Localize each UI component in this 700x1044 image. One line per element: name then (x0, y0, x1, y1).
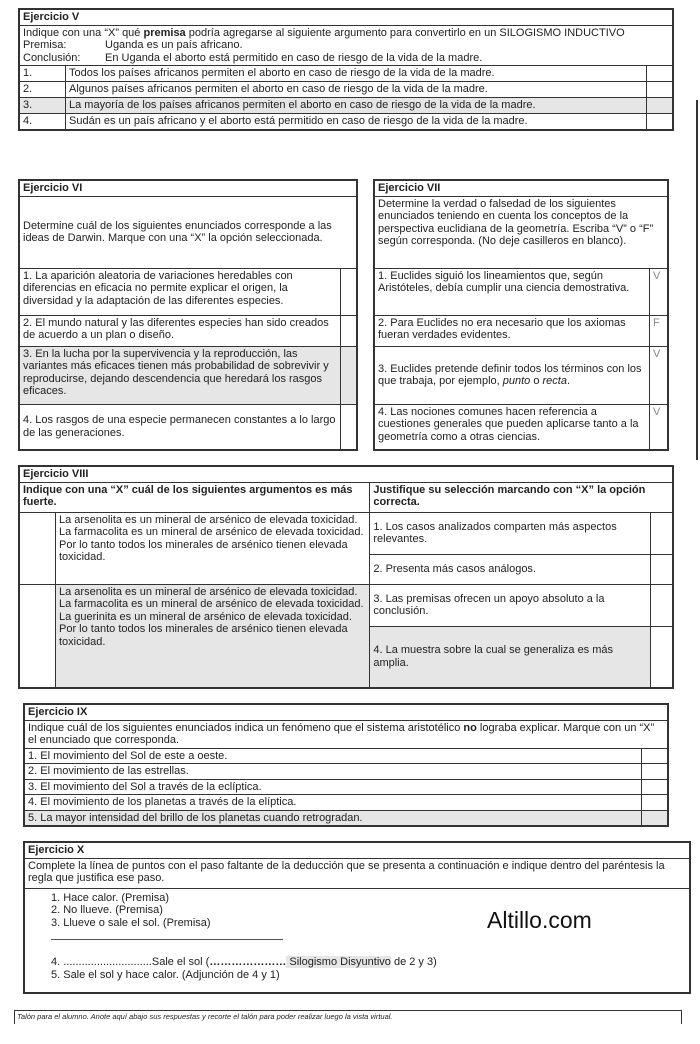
argument-line: La guerinita es un mineral de arsénico de elevada toxicidad. (59, 610, 352, 623)
answer-box[interactable]: V (650, 404, 668, 450)
answer-box[interactable] (642, 810, 668, 826)
statement-text: 1. Euclides siguió los lineamientos que, según Aristóteles, debía cumplir una ciencia demostrativa. (375, 268, 650, 315)
option-row[interactable] (25, 795, 668, 811)
option-row-highlighted[interactable] (25, 810, 668, 826)
answer-box[interactable] (341, 346, 357, 404)
exercise-7 (373, 179, 669, 451)
answer-box[interactable]: F (650, 315, 668, 346)
exercise-9-instruction (25, 720, 668, 748)
step-rule-highlighted: Silogismo Disyuntivo (286, 956, 391, 968)
exercise-8 (18, 465, 674, 689)
altillo-watermark: Altillo.com (487, 907, 592, 933)
option-text: 5. La mayor intensidad del brillo de los planetas cuando retrogradan. (25, 810, 642, 826)
argument-line: La farmacolita es un mineral de arsénico de elevada toxicidad. (59, 598, 364, 610)
option-text: La mayoría de los países africanos permiten el aborto en caso de riesgo de la vida de la madre. (66, 98, 647, 114)
deduction-steps (25, 888, 690, 993)
argument-1 (56, 512, 370, 584)
justification-header: Justifique su selección marcando con “X” la opción correcta. (370, 482, 673, 512)
option-text: Todos los países africanos permiten el aborto en caso de riesgo de la vida de la madre. (66, 66, 647, 82)
answer-box[interactable] (647, 98, 673, 114)
option-number: 3. (20, 98, 66, 114)
statement-term: recta (542, 375, 567, 387)
answer-box[interactable]: V (650, 268, 668, 315)
exercise-10-instruction: Complete la línea de puntos con el paso faltante de la deducción que se presenta a continuación e indique dentro del paréntesis la regla que justifica ese paso. (25, 858, 690, 888)
conclusion-label: Conclusión: (23, 51, 81, 64)
argument-line: La arsenolita es un mineral de arsénico de elevada toxicidad. (59, 585, 358, 598)
answer-box[interactable]: V (650, 346, 668, 404)
student-stub-note: Talón para el alumno. Anote aquí abajo sus respuestas y recorte el talón para poder realizar luego la vista virtual. (14, 1010, 682, 1024)
exercise-6-title: Ejercicio VI (20, 181, 357, 197)
answer-box[interactable] (647, 66, 673, 82)
answer-box[interactable] (642, 764, 668, 780)
option-text: 1. La aparición aleatoria de variaciones heredables con diferencias en eficacia no permite explicar el origen, la diversidad y la adaptación de las diferentes especies. (20, 268, 341, 315)
statement-text-part: 3. Euclides pretende definir todos los términos con los que trabaja, por ejemplo, (378, 362, 642, 387)
answer-box[interactable] (651, 584, 673, 626)
option-text: Algunos países africanos permiten el aborto en caso de riesgo de la vida de la madre. (66, 82, 647, 98)
argument-line: La arsenolita es un mineral de arsénico de elevada toxicidad. (59, 513, 358, 526)
option-text: 3. El movimiento del Sol a través de la eclíptica. (25, 779, 642, 795)
instruction-text-end: lograba explicar. Marque con un “X” el enunciado que corresponda. (28, 721, 655, 746)
statement-text: 4. Las nociones comunes hacen referencia a cuestiones generales que pueden aplicarse tanto a la geometría como a otras ciencias. (375, 404, 650, 450)
option-row[interactable] (20, 82, 673, 98)
option-row[interactable] (20, 114, 673, 130)
statement-row[interactable] (375, 268, 668, 315)
option-row[interactable] (25, 748, 668, 764)
premise-label: Premisa: (23, 39, 67, 51)
answer-box[interactable] (341, 315, 357, 346)
option-number: 1. (20, 66, 66, 82)
option-row[interactable] (20, 66, 673, 82)
step-text: 4. .............................Sale el sol ( (51, 956, 210, 968)
exercise-8-title: Ejercicio VIII (20, 467, 673, 483)
option-row[interactable] (20, 315, 357, 346)
exercise-5-title: Ejercicio V (20, 10, 673, 26)
deduction-step: 1. Hace calor. (Premisa) (51, 891, 169, 904)
justification-text: 2. Presenta más casos análogos. (370, 554, 651, 584)
option-row[interactable] (20, 404, 357, 450)
option-row[interactable] (25, 779, 668, 795)
premise-text: Uganda es un país africano. (105, 39, 243, 51)
option-text: Sudán es un país africano y el aborto está permitido en caso de riesgo de la vida de la madre. (66, 114, 647, 130)
option-text: 2. El movimiento de las estrellas. (25, 764, 642, 780)
statement-term: punto (502, 375, 531, 387)
justification-text: 1. Los casos analizados comparten más aspectos relevantes. (370, 512, 651, 554)
statement-text: 2. Para Euclides no era necesario que los axiomas fueran verdades evidentes. (375, 315, 650, 346)
option-text: 4. El movimiento de los planetas a través de la elíptica. (25, 795, 642, 811)
answer-box[interactable] (647, 82, 673, 98)
argument-line: Por lo tanto todos los minerales de arsénico tienen elevada toxicidad. (59, 623, 348, 648)
answer-box[interactable] (651, 626, 673, 688)
option-row-highlighted[interactable] (20, 98, 673, 114)
deduction-step-answer[interactable] (51, 956, 686, 969)
exercise-9 (23, 703, 669, 827)
step-dots: ………………… (209, 956, 287, 968)
answer-box[interactable] (341, 404, 357, 450)
exercise-6-instruction: Determine cuál de los siguientes enunciados corresponde a las ideas de Darwin. Marque con una “X” la opción seleccionada. (20, 196, 357, 268)
justification-text: 3. Las premisas ofrecen un apoyo absoluto a la conclusión. (370, 584, 651, 626)
answer-box[interactable] (647, 114, 673, 130)
exercise-7-instruction: Determine la verdad o falsedad de los siguientes enunciados teniendo en cuenta los conceptos de la perspectiva euclidiana de la geometría. Escriba “V” o “F” según corresponda. (No deje casilleros en blanco). (375, 196, 668, 268)
page-edge-line (696, 100, 698, 460)
deduction-step: 2. No llueve. (Premisa) (51, 904, 163, 916)
statement-text (375, 346, 650, 404)
answer-box[interactable] (651, 554, 673, 584)
instruction-emphasis: premisa (143, 26, 186, 39)
option-row[interactable] (25, 764, 668, 780)
deduction-step: 5. Sale el sol y hace calor. (Adjunción de 4 y 1) (51, 968, 280, 981)
answer-box[interactable] (651, 512, 673, 554)
option-text: 1. El movimiento del Sol de este a oeste. (25, 748, 642, 764)
answer-box[interactable] (341, 268, 357, 315)
statement-text-part: . (566, 375, 571, 387)
conclusion-text: En Uganda el aborto está permitido en caso de riesgo de la vida de la madre. (105, 51, 483, 64)
argument-line: La farmacolita es un mineral de arsénico de elevada toxicidad. (59, 526, 364, 538)
instruction-text-end: podría agregarse al siguiente argumento para convertirlo en un SILOGISMO INDUCTIVO (185, 26, 625, 39)
option-row[interactable] (20, 268, 357, 315)
instruction-text: Indique con una “X” qué (23, 26, 144, 39)
exercise-7-title: Ejercicio VII (375, 181, 668, 197)
deduction-divider (51, 939, 283, 940)
option-number: 4. (20, 114, 66, 130)
answer-box-argument-2[interactable] (20, 584, 56, 688)
instruction-text: Indique cuál de los siguientes enunciados indica un fenómeno que el sistema aristotélico (28, 721, 464, 734)
exercise-10-title: Ejercicio X (25, 843, 690, 859)
exercise-5 (18, 8, 674, 131)
answer-box[interactable] (642, 795, 668, 811)
exercise-9-title: Ejercicio IX (25, 705, 668, 721)
instruction-emphasis: no (463, 721, 477, 734)
option-number: 2. (20, 82, 66, 98)
deduction-step: 3. Llueve o sale el sol. (Premisa) (51, 916, 211, 929)
option-row-highlighted[interactable] (20, 346, 357, 404)
step-text: de 2 y 3) (390, 956, 437, 968)
answer-box-argument-1[interactable] (20, 512, 56, 584)
option-text: 4. Los rasgos de una especie permanecen constantes a lo largo de las generaciones. (20, 404, 341, 450)
option-text: 2. El mundo natural y las diferentes especies han sido creados de acuerdo a un plan o diseño. (20, 315, 341, 346)
justification-text-highlighted: 4. La muestra sobre la cual se generaliza es más amplia. (370, 626, 651, 688)
exercise-5-statement (20, 25, 673, 66)
statement-row[interactable] (375, 315, 668, 346)
arguments-header: Indique con una “X” cuál de los siguientes argumentos es más fuerte. (20, 482, 370, 512)
answer-box[interactable] (642, 748, 668, 764)
option-text: 3. En la lucha por la supervivencia y la reproducción, las variantes más eficaces tienen más probabilidad de sobrevivir y reproducirse, dejando descendencia que heredará los rasgos eficaces. (20, 346, 341, 404)
answer-box[interactable] (642, 779, 668, 795)
statement-text-part: o (530, 375, 543, 387)
exercise-6 (18, 179, 358, 451)
statement-row[interactable] (375, 404, 668, 450)
statement-row[interactable] (375, 346, 668, 404)
argument-2-highlighted (56, 584, 370, 688)
argument-line: Por lo tanto todos los minerales de arsénico tienen elevada toxicidad. (59, 538, 348, 563)
